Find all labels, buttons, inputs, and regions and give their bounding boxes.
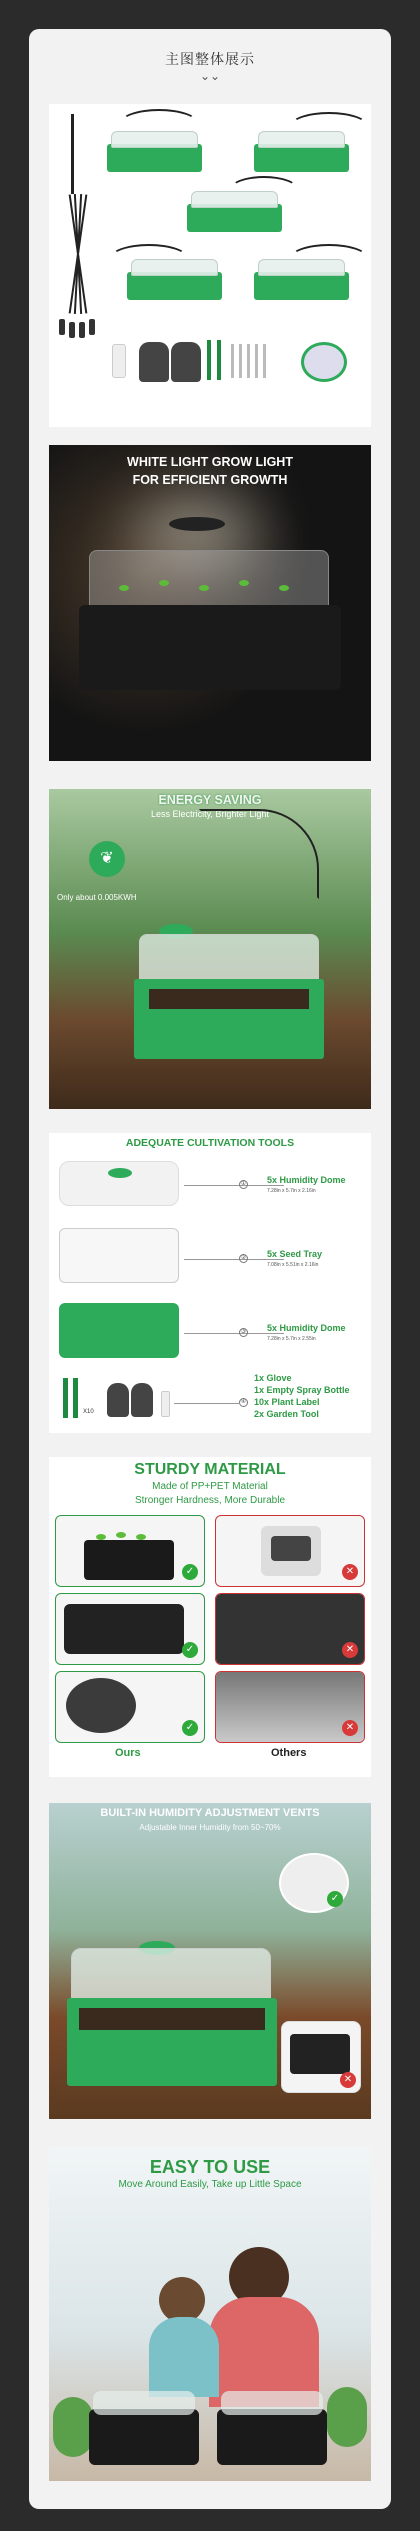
seed-tray-2 (254, 144, 349, 172)
cross-icon: ✕ (342, 1720, 358, 1736)
material-line-2: Stronger Hardness, More Durable (134, 1495, 286, 1506)
comparison-ours-2 (55, 1593, 205, 1665)
energy-saving-image (49, 789, 371, 1109)
material-line-1: Made of PP+PET Material (152, 1481, 268, 1492)
seed-tray-5 (254, 272, 349, 300)
usb-cable (71, 114, 74, 194)
energy-subtitle: Less Electricity, Brighter Light (151, 809, 269, 819)
seed-tray-image (59, 1228, 179, 1283)
comparison-ours-3 (55, 1671, 205, 1743)
comparison-others-3 (215, 1671, 365, 1743)
grow-light-line-1: WHITE LIGHT GROW LIGHT (127, 455, 293, 469)
sturdy-material-image (49, 1457, 371, 1777)
splitter-cable (59, 194, 99, 364)
spray-bottle (161, 1391, 170, 1417)
seed-tray-3 (187, 204, 282, 232)
material-title: STURDY MATERIAL (134, 1461, 286, 1478)
check-icon: ✓ (327, 1891, 343, 1907)
tools-item-size: 7.08in x 5.51in x 2.16in (267, 1262, 319, 1268)
content-frame (29, 29, 391, 2509)
spray-bottle (112, 344, 126, 378)
comparison-others (281, 2021, 361, 2093)
garden-tool (207, 340, 211, 380)
label-count: X10 (83, 1409, 94, 1415)
section-title: 主图整体展示 (165, 51, 255, 67)
comparison-ours-1 (55, 1515, 205, 1587)
seed-tray-4 (127, 272, 222, 300)
tools-extra-item: 2x Garden Tool (254, 1409, 319, 1419)
grow-light-line-2: FOR EFFICIENT GROWTH (132, 473, 288, 487)
tools-extra-item: 10x Plant Label (254, 1397, 320, 1407)
grow-lamp (169, 517, 225, 531)
cross-icon: ✕ (342, 1564, 358, 1580)
tools-extra-item: 1x Empty Spray Bottle (254, 1385, 350, 1395)
energy-note: Only about 0.005KWH (57, 893, 137, 902)
cross-icon: ✕ (342, 1642, 358, 1658)
tools-item-label: 5x Seed Tray (267, 1249, 323, 1259)
humidity-vent-icon (301, 342, 347, 382)
check-icon: ✓ (182, 1642, 198, 1658)
vent-detail (279, 1853, 349, 1913)
green-tray-image (59, 1303, 179, 1358)
product-overview-image (49, 104, 371, 427)
black-seed-tray (79, 605, 341, 690)
section-header (29, 29, 391, 93)
easy-title: EASY TO USE (149, 2157, 271, 2177)
easy-to-use-image (49, 2147, 371, 2481)
glove-icon (107, 1383, 129, 1417)
tools-item-label: 1x Glove (254, 1373, 292, 1383)
label-others: Others (271, 1747, 307, 1759)
chevron-down-icon[interactable]: ⌄⌄ (199, 69, 221, 83)
cross-icon: ✕ (340, 2072, 356, 2088)
check-icon: ✓ (182, 1720, 198, 1736)
humidity-dome-image (59, 1161, 179, 1206)
cultivation-tools-image: ADEQUATE CULTIVATION TOOLS ① 5x Humidity Dome 7.28in x 5.7in x 2.16in ② 5x Seed Tray 7.08in x 5.51in x 2.16in ③ 5x Humidity Dome 7.28in x 5.7in x 2.55in X10 ④ 1x Glove 1x Empty Spray Bottle 10x Plant Label 2x Garden Tool (49, 1133, 371, 1433)
leaf-icon: ❦ (89, 841, 125, 877)
seed-tray-right (217, 2409, 327, 2465)
label-ours: Ours (115, 1747, 141, 1759)
tools-item-size: 7.28in x 5.7in x 2.16in (267, 1188, 316, 1194)
plant-decor (53, 2397, 93, 2457)
seed-tray-1 (107, 144, 202, 172)
energy-title: ENERGY SAVING (158, 793, 262, 807)
check-icon: ✓ (182, 1564, 198, 1580)
easy-subtitle: Move Around Easily, Take up Little Space (118, 2179, 302, 2190)
comparison-others-1 (215, 1515, 365, 1587)
seed-tray-left (89, 2409, 199, 2465)
tools-item-label: 5x Humidity Dome (267, 1323, 346, 1333)
vents-title: BUILT-IN HUMIDITY ADJUSTMENT VENTS (100, 1807, 320, 1819)
tools-item-label: 5x Humidity Dome (267, 1175, 346, 1185)
vents-subtitle: Adjustable Inner Humidity from 50~70% (139, 1823, 281, 1832)
tools-title: ADEQUATE CULTIVATION TOOLS (125, 1137, 295, 1149)
grow-light-image (49, 445, 371, 761)
humidity-vents-image (49, 1803, 371, 2119)
glove-icon (139, 342, 169, 382)
comparison-others-2 (215, 1593, 365, 1665)
tools-item-size: 7.28in x 5.7in x 2.55in (267, 1336, 316, 1342)
